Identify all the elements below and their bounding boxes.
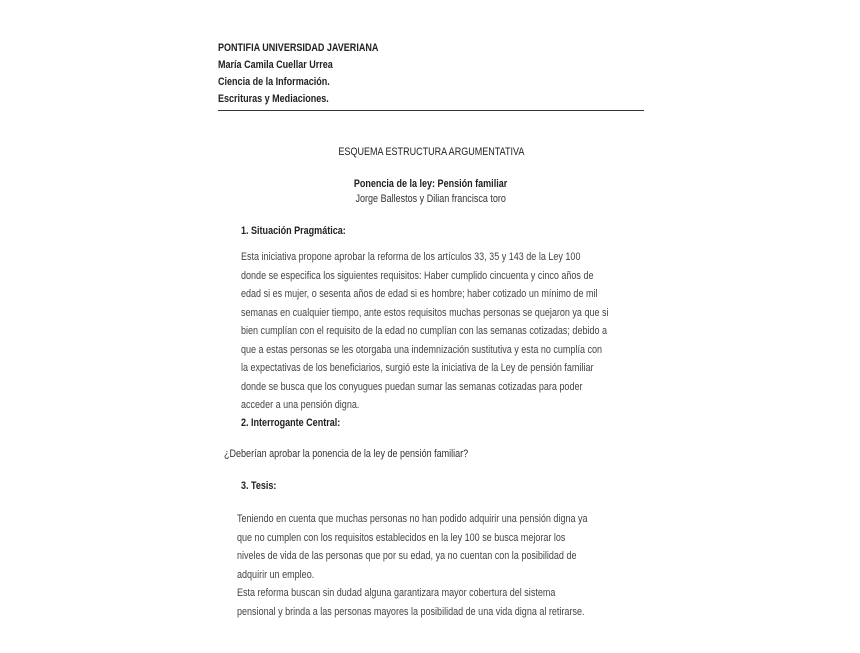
document-header [218, 40, 378, 108]
paragraph-line: acceder a una pensión digna. [241, 399, 360, 411]
header-divider [218, 110, 644, 111]
section-heading-tesis: 3. Tesis: [241, 480, 277, 492]
situacion-paragraph [241, 248, 618, 415]
paragraph-line: bien cumplían con el requisito de la edad no cumplían con las semanas cotizadas; debido a [241, 325, 608, 337]
paragraph-line: la expectativas de los beneficiarios, surgió este la iniciativa de la Ley de pensión familiar [241, 362, 594, 374]
program-name: Ciencia de la Información. [218, 76, 330, 88]
tesis-paragraph [237, 510, 598, 621]
section-heading-interrogante: 2. Interrogante Central: [241, 417, 341, 429]
ponencia-title: Ponencia de la ley: Pensión familiar [354, 178, 508, 190]
paragraph-line: edad si es mujer, o sesenta años de edad si es hombre; haber cotizado un mínimo de mil [241, 288, 598, 300]
ponencia-wrap [218, 178, 644, 190]
paragraph-line: Esta reforma buscan sin dudad alguna garantizara mayor cobertura del sistema [237, 587, 556, 599]
paragraph-line: que no cumplen con los requisitos establecidos en la ley 100 se busca mejorar los [237, 531, 566, 544]
university-name: PONTIFIA UNIVERSIDAD JAVERIANA [218, 42, 379, 54]
paragraph-line: Teniendo en cuenta que muchas personas no han podido adquirir una pensión digna ya [237, 513, 588, 525]
paragraph-line: pensional y brinda a las personas mayores la posibilidad de una vida digna al retirarse. [237, 605, 585, 618]
paragraph-line: niveles de vida de las personas que por su edad, ya no cuentan con la posibilidad de [237, 550, 577, 562]
document-title: ESQUEMA ESTRUCTURA ARGUMENTATIVA [338, 146, 524, 158]
authors-wrap [218, 193, 644, 205]
paragraph-line: que a estas personas se les otorgaba una indemnización sustitutiva y esta no cumplía con [241, 343, 603, 356]
document-title-wrap [218, 146, 644, 158]
paragraph-line: donde se busca que los conyugues puedan sumar las semanas cotizadas para poder [241, 380, 583, 393]
paragraph-line: donde se especifica los siguientes requisitos: Haber cumplido cincuenta y cinco años de [241, 269, 594, 282]
paragraph-line: Esta iniciativa propone aprobar la reforma de los artículos 33, 35 y 143 de la Ley 100 [241, 251, 581, 263]
course-name: Escrituras y Mediaciones. [218, 93, 329, 105]
section-heading-situacion: 1. Situación Pragmática: [241, 225, 346, 237]
author-name: María Camila Cuellar Urrea [218, 59, 333, 71]
paragraph-line: semanas en cualquier tiempo, ante estos requisitos muchas personas se quejaron ya que si [241, 306, 609, 319]
ponencia-authors: Jorge Ballestos y Dilian francisca toro [355, 193, 507, 205]
central-question: ¿Deberían aprobar la ponencia de la ley de pensión familiar? [224, 448, 469, 460]
paragraph-line: adquirir un empleo. [237, 568, 315, 581]
